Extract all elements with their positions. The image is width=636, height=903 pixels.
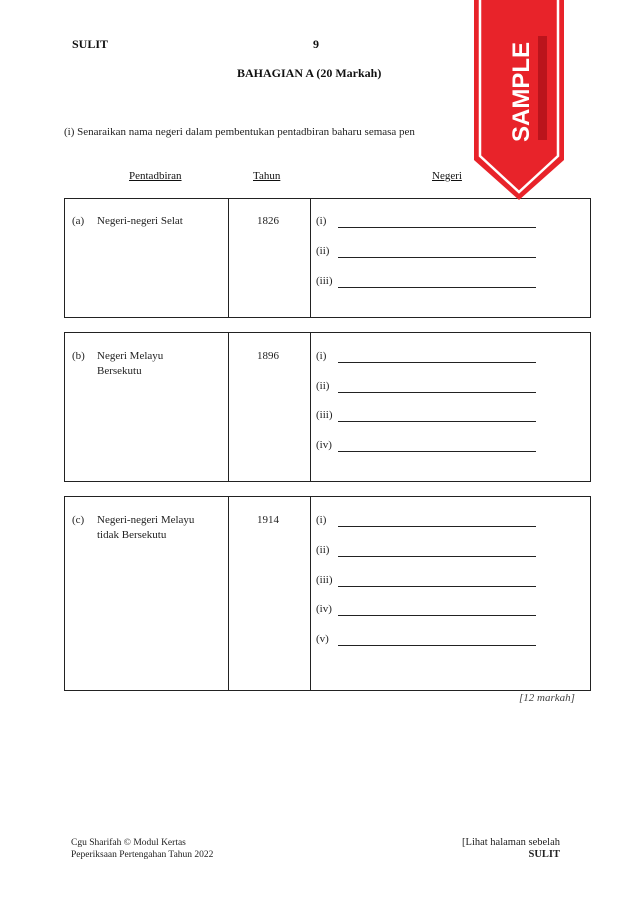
answer-line bbox=[338, 556, 536, 557]
sample-watermark bbox=[474, 0, 564, 200]
footer-exam-name: Peperiksaan Pertengahan Tahun 2022 bbox=[71, 850, 214, 860]
answer-line bbox=[338, 615, 536, 616]
answer-line bbox=[338, 451, 536, 452]
blank-numeral: (iv) bbox=[316, 603, 332, 615]
answer-line bbox=[338, 645, 536, 646]
blank-numeral: (iv) bbox=[316, 439, 332, 451]
answer-line bbox=[338, 257, 536, 258]
footer-next-page: [Lihat halaman sebelah bbox=[462, 837, 560, 848]
answer-blank[interactable] bbox=[316, 574, 536, 588]
column-header-tahun: Tahun bbox=[253, 170, 281, 182]
row-label: (c) bbox=[72, 514, 85, 526]
administration-name: Negeri-negeri Selat bbox=[97, 215, 183, 227]
answer-blank[interactable] bbox=[316, 514, 536, 528]
column-divider bbox=[228, 333, 229, 481]
year-value: 1896 bbox=[257, 350, 279, 362]
answer-blank[interactable] bbox=[316, 603, 536, 617]
page-number: 9 bbox=[313, 37, 319, 51]
answer-line bbox=[338, 586, 536, 587]
question-text: (i) Senaraikan nama negeri dalam pembentukan pentadbiran baharu semasa pen bbox=[64, 126, 415, 138]
column-divider bbox=[228, 497, 229, 690]
answer-line bbox=[338, 362, 536, 363]
answer-blank[interactable] bbox=[316, 633, 536, 647]
footer-sulit: SULIT bbox=[528, 849, 560, 860]
blank-numeral: (iii) bbox=[316, 574, 333, 586]
answer-blank[interactable] bbox=[316, 544, 536, 558]
year-value: 1826 bbox=[257, 215, 279, 227]
column-divider bbox=[310, 199, 311, 317]
blank-numeral: (ii) bbox=[316, 245, 330, 257]
answer-line bbox=[338, 392, 536, 393]
header-sulit: SULIT bbox=[72, 37, 109, 51]
sample-ribbon-icon bbox=[474, 0, 564, 200]
administration-name: Negeri Melayu bbox=[97, 350, 164, 362]
footer-left bbox=[71, 837, 213, 861]
answer-line bbox=[338, 227, 536, 228]
answer-blank[interactable] bbox=[316, 245, 536, 259]
answer-blank[interactable] bbox=[316, 380, 536, 394]
column-divider bbox=[310, 333, 311, 481]
blank-numeral: (i) bbox=[316, 350, 327, 362]
blank-numeral: (ii) bbox=[316, 380, 330, 392]
blank-numeral: (iii) bbox=[316, 275, 333, 287]
column-header-negeri: Negeri bbox=[432, 170, 462, 182]
column-header-pentadbiran: Pentadbiran bbox=[129, 170, 182, 182]
answer-line bbox=[338, 526, 536, 527]
administration-name-line2: Bersekutu bbox=[97, 365, 142, 377]
footer-right bbox=[448, 837, 560, 861]
footer-credit: Cgu Sharifah © Modul Kertas bbox=[71, 838, 186, 848]
blank-numeral: (ii) bbox=[316, 544, 330, 556]
sample-text: SAMPLE bbox=[508, 41, 535, 142]
administration-name: Negeri-negeri Melayu bbox=[97, 514, 195, 526]
row-label: (b) bbox=[72, 350, 85, 362]
administration-name-line2: tidak Bersekutu bbox=[97, 529, 167, 541]
answer-blank[interactable] bbox=[316, 275, 536, 289]
answer-blank[interactable] bbox=[316, 439, 536, 453]
year-value: 1914 bbox=[257, 514, 279, 526]
blank-numeral: (v) bbox=[316, 633, 329, 645]
blank-numeral: (i) bbox=[316, 514, 327, 526]
blank-numeral: (i) bbox=[316, 215, 327, 227]
answer-blank[interactable] bbox=[316, 215, 536, 229]
section-title: BAHAGIAN A (20 Markah) bbox=[237, 66, 382, 80]
answer-line bbox=[338, 421, 536, 422]
marks-label: [12 markah] bbox=[519, 692, 575, 704]
answer-blank[interactable] bbox=[316, 350, 536, 364]
answer-line bbox=[338, 287, 536, 288]
column-divider bbox=[228, 199, 229, 317]
column-divider bbox=[310, 497, 311, 690]
answer-blank[interactable] bbox=[316, 409, 536, 423]
row-label: (a) bbox=[72, 215, 85, 227]
blank-numeral: (iii) bbox=[316, 409, 333, 421]
